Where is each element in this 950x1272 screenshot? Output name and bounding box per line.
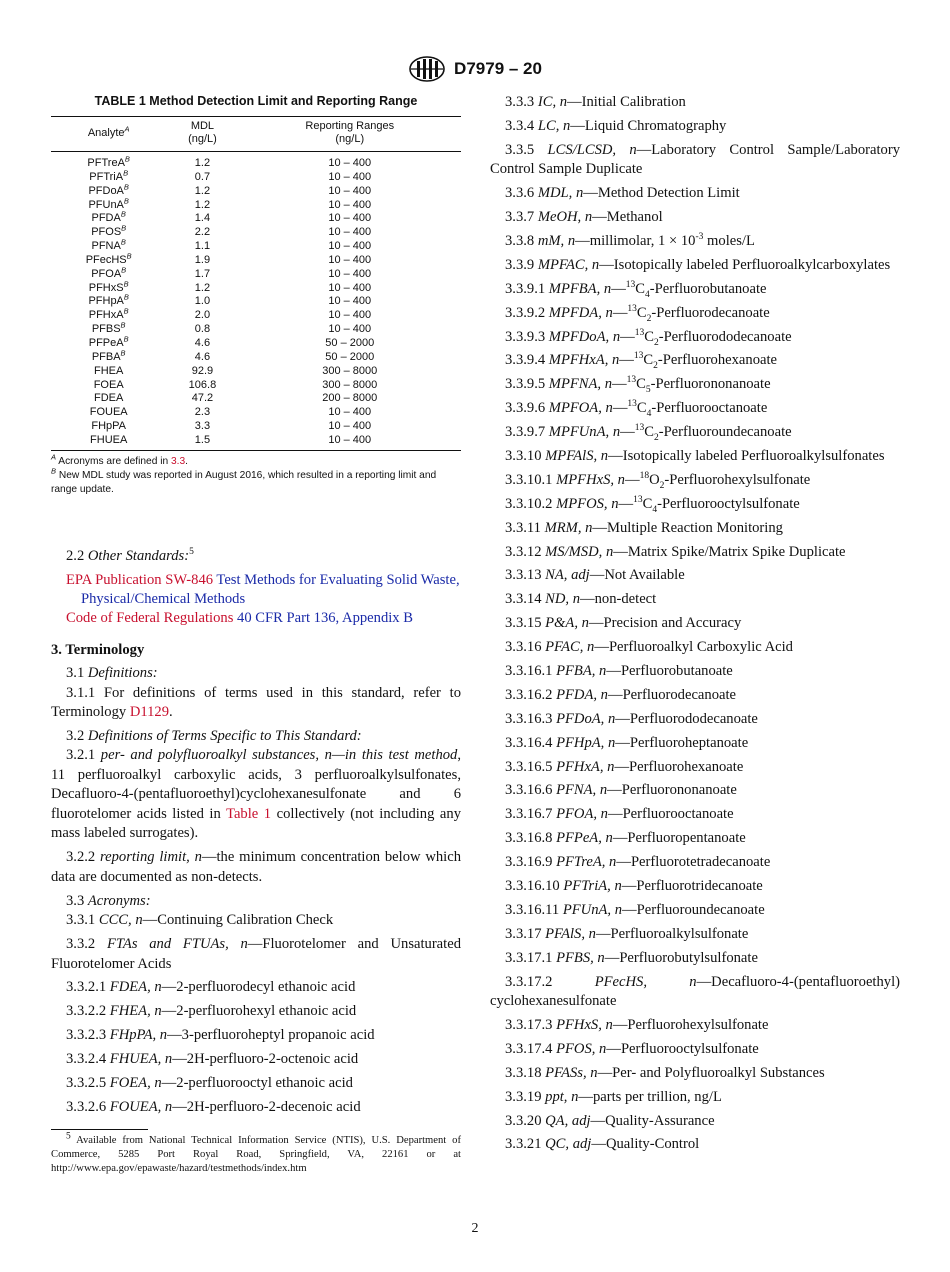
section-3-2: 3.2 Definitions of Terms Specific to This Standard: [66, 727, 362, 744]
cell-range: 10 – 400 [328, 420, 372, 433]
acronym-item: 3.3.16.5 PFHxA, n—Perfluorohexanoate [505, 758, 744, 775]
cell-analyte: PFTriA$^B$ [89, 168, 129, 183]
table-caption: TABLE 1 Method Detection Limit and Reporting Range [94, 94, 418, 108]
cell-range: 10 – 400 [328, 170, 372, 183]
table-row [51, 420, 461, 434]
cell-range: 10 – 400 [328, 281, 372, 294]
acronym-item: 3.3.9.5 MPFNA, $n—^{13}C_5$-Perfluorononanoate [505, 375, 771, 396]
cell-analyte: $PFDA^B$ [91, 209, 126, 225]
section-3-3-8: 3.3.8 mM, n—millimolar, $1 \times 10^{-3}$ moles/L [505, 232, 755, 249]
cell-analyte: PFTreA$^B$ [87, 154, 130, 169]
acronym-item: 3.3.17.1 PFBS, n—Perfluorobutylsulfonate [505, 949, 758, 966]
cfr-link[interactable]: Code of Federal Regulations [66, 610, 234, 627]
epa-publication-link[interactable]: EPA Publication SW-846 [66, 571, 214, 588]
section-3-1: 3.1 Definitions: [66, 665, 158, 681]
acronym-item: 3.3.17 PFAlS, n—Perfluoroalkylsulfonate [505, 925, 749, 942]
section-3-3-10: 3.3.10 MPFAlS, n—Isotopically labeled Perfluoroalkylsulfonates [505, 447, 885, 464]
footnote-5: $^5$ Available from National Technical Information Service (NTIS), U.S. Department of Commerce, 5285 Port Royal Road, Springfield, VA, 22161 or at http://www.epa.gov/epawaste/hazard/testmethods/index.htm [51, 1131, 461, 1175]
table-row [51, 295, 461, 309]
section-3-3: 3.3 Acronyms: [66, 892, 151, 909]
col-header-mdl: MDL (ng/L) [166, 117, 238, 152]
section-2-2: 2.2 Other Standards:$^5$ [66, 546, 194, 564]
right-acronym-list [490, 519, 900, 1155]
cell-analyte: FOUEA [89, 406, 128, 419]
cell-mdl: 1.7 [194, 267, 211, 280]
cell-analyte: FDEA [94, 392, 124, 405]
cell-range: 10 – 400 [328, 198, 372, 211]
cell-analyte: PFPeA$^B$ [88, 334, 129, 349]
acronym-item: 3.3.9.3 MPFDoA, $n—^{13}C_2$-Perfluorododecanoate [505, 327, 792, 348]
cell-analyte: PFecHS$^B$ [85, 251, 132, 266]
table-row [51, 171, 461, 185]
right-column [490, 93, 900, 1159]
cell-analyte: $PFNA^B$ [91, 237, 126, 253]
table-row [51, 379, 461, 393]
section-3-1-1: 3.1.1 For definitions of terms used in this standard, refer to Terminology D1129. [51, 684, 461, 720]
section-3-3-9: 3.3.9 MPFAC, n—Isotopically labeled Perfluoroalkylcarboxylates [505, 256, 891, 273]
acronym-item: 3.3.16.9 PFTreA, n—Perfluorotetradecanoate [505, 854, 771, 871]
cell-mdl: 1.2 [194, 184, 211, 197]
cell-mdl: 1.0 [194, 295, 211, 308]
cell-analyte: PFDoA$^B$ [88, 182, 129, 197]
cell-analyte: FHEA [94, 364, 124, 377]
section-3-3-link[interactable]: 3.3 [170, 455, 186, 467]
cell-analyte: FOEA [93, 378, 124, 391]
cell-range: 300 – 8000 [322, 364, 378, 377]
acronym-item: 3.3.9.6 MPFOA, $n—^{13}C_4$-Perfluorooctanoate [505, 399, 768, 420]
section-3-3-4: 3.3.4 LC, n—Liquid Chromatography [505, 117, 727, 134]
acronym-item: 3.3.16.6 PFNA, n—Perfluorononanoate [505, 782, 737, 799]
acronym-item: 3.3.2.1 FDEA, n—2-perfluorodecyl ethanoic acid [66, 979, 356, 996]
acronym-item: 3.3.16.2 PFDA, n—Perfluorodecanoate [505, 686, 737, 703]
cell-analyte: $PFBS^B$ [91, 320, 126, 336]
col-header-analyte: Analyte$^A$ [51, 117, 166, 152]
cell-analyte: FHUEA [90, 433, 128, 446]
section-3-3-7: 3.3.7 MeOH, n—Methanol [505, 209, 663, 226]
d1129-link[interactable]: D1129 [129, 704, 170, 720]
acronym-item: 3.3.16.11 PFUnA, n—Perfluoroundecanoate [505, 901, 765, 918]
cell-range: 10 – 400 [328, 253, 372, 266]
cell-mdl: 4.6 [194, 350, 211, 363]
table-bottom-rule [51, 450, 461, 451]
acronym-item: 3.3.20 QA, adj—Quality-Assurance [505, 1112, 715, 1129]
cell-analyte: $PFOS^B$ [91, 223, 127, 239]
cell-analyte: PFHpA$^B$ [88, 292, 129, 308]
table-row [51, 199, 461, 213]
acronym-item: 3.3.16.1 PFBA, n—Perfluorobutanoate [505, 662, 733, 679]
epa-standard-ref: EPA Publication SW-846 Test Methods for Evaluating Solid Waste, Physical/Chemical Methods [66, 571, 460, 607]
acronym-item: 3.3.19 ppt, n—parts per trillion, ng/L [505, 1088, 722, 1105]
acronym-item: 3.3.2.4 FHUEA, n—2H-perfluoro-2-octenoic acid [66, 1051, 359, 1068]
cell-mdl: 47.2 [191, 392, 214, 405]
acronym-item: 3.3.9.4 MPFHxA, $n—^{13}C_2$-Perfluorohexanoate [505, 351, 778, 372]
table-row [51, 365, 461, 379]
section-3-3-6: 3.3.6 MDL, n—Method Detection Limit [505, 185, 740, 202]
cell-mdl: 0.7 [194, 170, 211, 183]
acronym-item: 3.3.1 CCC, n—Continuing Calibration Check [66, 912, 334, 929]
cell-mdl: 0.8 [194, 323, 211, 336]
acronym-item: 3.3.17.4 PFOS, n—Perfluorooctylsulfonate [505, 1040, 759, 1057]
mdl-table [51, 116, 461, 450]
cell-range: 50 – 2000 [325, 336, 375, 349]
table-row [51, 351, 461, 365]
cell-analyte: PFHxA$^B$ [88, 306, 129, 322]
section-3-2-1: 3.2.1 per- and polyfluoroalkyl substances, n—in this test method, 11 perfluoroalkyl carboxylic acids, 3 perfluoroalkylsulfonates, Decafluoro-4-(pentafluoroethyl)cyclohexanesulfonate and 6 fluorotelomer acids listed in Table 1 collectively (not including any mass labeled surrogates). [51, 747, 461, 842]
cell-mdl: 4.6 [194, 336, 211, 349]
acronym-item: 3.3.21 QC, adj—Quality-Control [505, 1136, 700, 1153]
table-row [51, 152, 461, 171]
cell-mdl: 1.2 [194, 198, 211, 211]
acronym-item: 3.3.2.6 FOUEA, n—2H-perfluoro-2-decenoic acid [66, 1098, 361, 1115]
cell-range: 10 – 400 [328, 406, 372, 419]
acronym-item: 3.3.11 MRM, n—Multiple Reaction Monitoring [505, 519, 783, 536]
cell-range: 300 – 8000 [322, 378, 378, 391]
cell-range: 10 – 400 [328, 267, 372, 280]
page-number: 2 [471, 1221, 479, 1236]
footnote-rule [51, 1129, 148, 1130]
acronym-item: 3.3.16.10 PFTriA, n—Perfluorotridecanoate [505, 878, 763, 894]
section-3-3-5: 3.3.5 LCS/LCSD, n—Laboratory Control Sample/Laboratory Control Sample Duplicate [490, 141, 900, 178]
section-3-2-2: 3.2.2 reporting limit, n—the minimum concentration below which data are documented as non-detects. [51, 849, 461, 885]
cell-range: 10 – 400 [328, 323, 372, 336]
cell-mdl: 1.4 [194, 212, 211, 225]
table-row [51, 309, 461, 323]
cell-range: 50 – 2000 [325, 350, 375, 363]
acronym-item: 3.3.13 NA, adj—Not Available [505, 567, 685, 584]
acronym-item: 3.3.12 MS/MSD, n—Matrix Spike/Matrix Spike Duplicate [505, 543, 846, 560]
cell-range: 200 – 8000 [322, 392, 378, 405]
table-row [51, 226, 461, 240]
section-3-3-3: 3.3.3 IC, n—Initial Calibration [505, 94, 686, 110]
table-row [51, 337, 461, 351]
acronym-item: 3.3.9.1 MPFBA, $n—^{13}C_4$-Perfluorobutanoate [505, 279, 767, 300]
acronym-item: 3.3.16.4 PFHpA, n—Perfluoroheptanoate [505, 734, 749, 751]
cell-analyte: PFHxS$^B$ [88, 278, 129, 294]
cell-mdl: 1.9 [194, 253, 211, 266]
acronym-item: 3.3.16.3 PFDoA, n—Perfluorododecanoate [505, 710, 758, 727]
acronym-item: 3.3.17.3 PFHxS, n—Perfluorohexylsulfonate [505, 1016, 769, 1033]
acronym-item: 3.3.18 PFASs, n—Per- and Polyfluoroalkyl Substances [505, 1064, 825, 1081]
document-designation: D7979 – 20 [454, 59, 542, 78]
table-row [51, 212, 461, 226]
acronym-item: 3.3.2.5 FOEA, n—2-perfluorooctyl ethanoic acid [66, 1075, 353, 1092]
cell-analyte: $PFOA^B$ [91, 265, 127, 280]
cell-range: 10 – 400 [328, 157, 372, 169]
table-footnote-a: $^A$ Acronyms are defined in 3.3. [51, 452, 188, 467]
cell-mdl: 3.3 [194, 420, 211, 433]
cell-mdl: 2.2 [194, 226, 211, 239]
cell-mdl: 106.8 [188, 378, 217, 391]
cfr-standard-ref: Code of Federal Regulations 40 CFR Part 136, Appendix B [66, 610, 413, 627]
acronym-item: 3.3.14 ND, n—non-detect [505, 591, 657, 608]
table-row [51, 406, 461, 420]
table-row [51, 240, 461, 254]
table-row [51, 392, 461, 406]
left-body-text [51, 547, 461, 1177]
table-row [51, 268, 461, 282]
acronym-item: 3.3.16.7 PFOA, n—Perfluorooctanoate [505, 806, 734, 823]
left-column [51, 94, 461, 1176]
section-heading-terminology: 3. Terminology [51, 641, 145, 658]
table-row [51, 434, 461, 450]
cell-mdl: 2.0 [194, 309, 211, 322]
isotope-carboxylate-list [490, 280, 900, 443]
acronym-item: 3.3.16.8 PFPeA, n—Perfluoropentanoate [505, 830, 746, 847]
acronym-item: 3.3.15 P&A, n—Precision and Accuracy [505, 615, 742, 632]
acronym-item: 3.3.2 FTAs and FTUAs, n—Fluorotelomer and Unsaturated Fluorotelomer Acids [51, 936, 461, 972]
cell-range: 10 – 400 [328, 433, 372, 446]
acronym-item: 3.3.10.1 MPFHxS, $n—^{18}O_2$-Perfluorohexylsulfonate [505, 471, 811, 491]
acronym-item: 3.3.2.3 FHpPA, n—3-perfluoroheptyl propanoic acid [66, 1027, 375, 1044]
table-row [51, 282, 461, 296]
cell-mdl: 2.3 [194, 406, 211, 419]
acronym-item: 3.3.2.2 FHEA, n—2-perfluorohexyl ethanoic acid [66, 1003, 357, 1020]
cell-analyte: FHpPA [91, 420, 126, 433]
acronym-item: 3.3.10.2 MPFOS, $n—^{13}C_4$-Perfluorooctylsulfonate [505, 494, 800, 515]
acronym-item: 3.3.9.2 MPFDA, $n—^{13}C_2$-Perfluorodecanoate [505, 303, 770, 324]
cell-mdl: 1.5 [194, 433, 211, 446]
table-row [51, 185, 461, 199]
cell-analyte: $PFBA^B$ [91, 348, 126, 363]
table-1-link[interactable]: Table 1 [226, 805, 272, 822]
cell-range: 10 – 400 [328, 226, 372, 239]
table-row [51, 323, 461, 337]
table-footnotes [51, 452, 461, 497]
cell-mdl: 1.1 [194, 240, 211, 253]
cell-range: 10 – 400 [328, 295, 372, 308]
cell-mdl: 1.2 [194, 157, 211, 169]
acronym-item: 3.3.17.2 PFecHS, n—Decafluoro-4-(pentafluoroethyl) cyclohexanesulfonate [490, 973, 900, 1010]
table-row [51, 254, 461, 268]
cell-range: 10 – 400 [328, 212, 372, 225]
acronym-item: 3.3.9.7 MPFUnA, $n—^{13}C_2$-Perfluoroundecanoate [505, 423, 792, 443]
cell-analyte: PFUnA$^B$ [88, 195, 129, 211]
page-header [0, 56, 950, 82]
cell-range: 10 – 400 [328, 184, 372, 197]
cell-mdl: 92.9 [191, 364, 214, 377]
cell-mdl: 1.2 [194, 281, 211, 294]
table-body [51, 152, 461, 450]
acronym-item: 3.3.16 PFAC, n—Perfluoroalkyl Carboxylic Acid [505, 639, 793, 656]
astm-logo-icon [408, 56, 446, 82]
col-header-range: Reporting Ranges (ng/L) [239, 117, 462, 152]
cell-range: 10 – 400 [328, 240, 372, 253]
cell-range: 10 – 400 [328, 309, 372, 322]
isotope-sulfonate-list [490, 471, 900, 514]
table-footnote-b: $^B$ New MDL study was reported in August 2016, which resulted in a reporting limit and range update. [51, 466, 437, 495]
left-acronym-list [51, 911, 461, 1117]
